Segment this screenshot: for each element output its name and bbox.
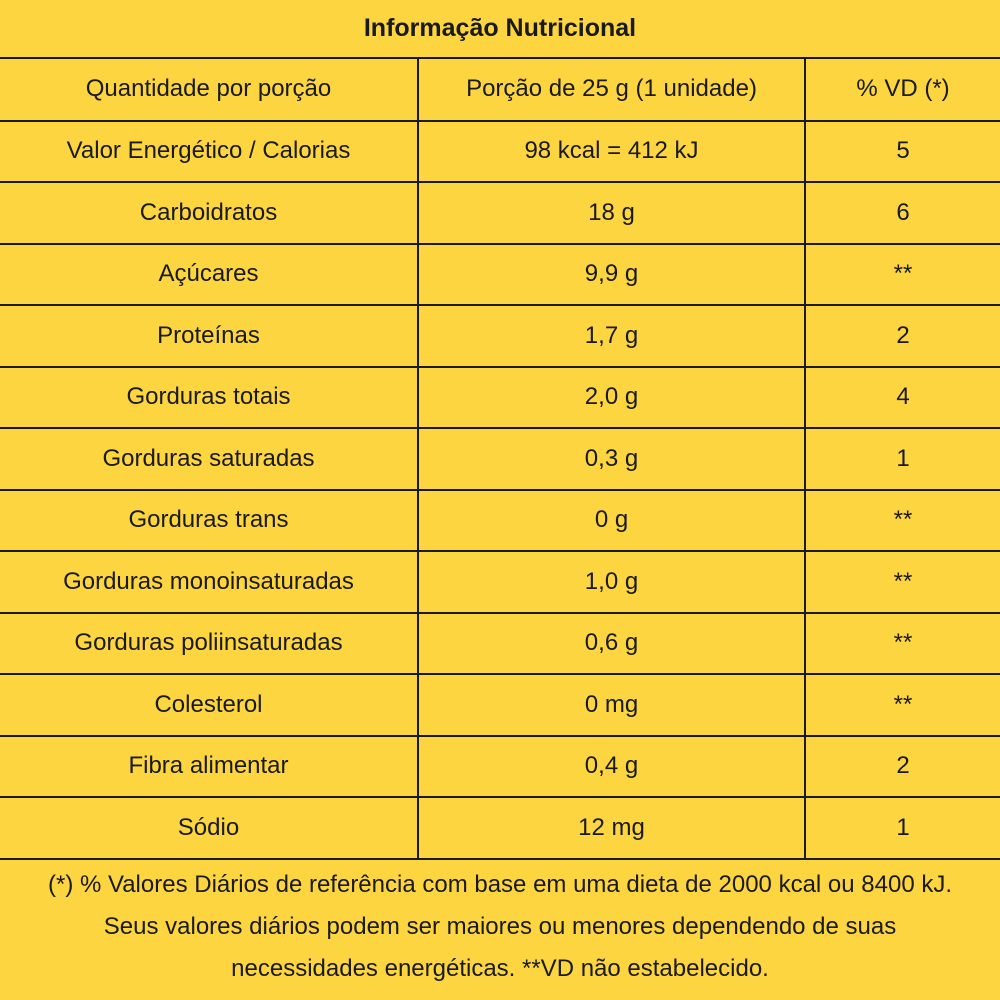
table-row [0,613,1000,675]
nutrient-name: Fibra alimentar [0,736,418,798]
table-row [0,797,1000,859]
nutrient-daily-value: 6 [805,182,1000,244]
nutrient-name: Proteínas [0,305,418,367]
nutrient-daily-value: ** [805,674,1000,736]
nutrient-daily-value: 1 [805,428,1000,490]
nutrient-amount: 12 mg [418,797,805,859]
header-portion-quantity: Quantidade por porção [0,59,418,121]
nutrient-amount: 98 kcal = 412 kJ [418,121,805,183]
footnote-line: necessidades energéticas. **VD não estabelecido. [231,955,769,982]
table-row [0,736,1000,798]
nutrient-name: Açúcares [0,244,418,306]
nutrient-amount: 1,7 g [418,305,805,367]
table-row [0,121,1000,183]
nutrient-amount: 0 mg [418,674,805,736]
header-portion-size: Porção de 25 g (1 unidade) [418,59,805,121]
table-row [0,551,1000,613]
table-row [0,428,1000,490]
table-row [0,367,1000,429]
table-row [0,244,1000,306]
nutrient-name: Gorduras monoinsaturadas [0,551,418,613]
nutrient-amount: 0,3 g [418,428,805,490]
nutrient-amount: 0,4 g [418,736,805,798]
nutrient-name: Gorduras poliinsaturadas [0,613,418,675]
table-row [0,305,1000,367]
table-row [0,674,1000,736]
nutrient-name: Colesterol [0,674,418,736]
nutrient-name: Sódio [0,797,418,859]
nutrient-name: Carboidratos [0,182,418,244]
footnote [0,864,1000,990]
nutrient-amount: 18 g [418,182,805,244]
table-row [0,490,1000,552]
nutrient-daily-value: ** [805,490,1000,552]
nutrient-daily-value: 5 [805,121,1000,183]
nutrient-name: Gorduras trans [0,490,418,552]
nutrient-daily-value: 2 [805,736,1000,798]
nutrient-daily-value: 2 [805,305,1000,367]
nutrient-name: Gorduras totais [0,367,418,429]
nutrient-daily-value: ** [805,551,1000,613]
nutrient-daily-value: 4 [805,367,1000,429]
table-title: Informação Nutricional [0,0,1000,59]
nutrient-amount: 0 g [418,490,805,552]
nutrient-name: Gorduras saturadas [0,428,418,490]
nutrient-daily-value: ** [805,613,1000,675]
nutrient-name: Valor Energético / Calorias [0,121,418,183]
header-daily-value: % VD (*) [805,59,1000,121]
nutrient-amount: 1,0 g [418,551,805,613]
nutrient-amount: 9,9 g [418,244,805,306]
footnote-line: (*) % Valores Diários de referência com base em uma dieta de 2000 kcal ou 8400 kJ. [47,871,953,898]
table-row [0,182,1000,244]
nutrient-amount: 0,6 g [418,613,805,675]
footnote-line: Seus valores diários podem ser maiores ou menores dependendo de suas [103,913,897,940]
nutrition-table [0,59,1000,860]
nutrient-amount: 2,0 g [418,367,805,429]
nutrient-daily-value: 1 [805,797,1000,859]
header-row [0,59,1000,121]
nutrient-daily-value: ** [805,244,1000,306]
